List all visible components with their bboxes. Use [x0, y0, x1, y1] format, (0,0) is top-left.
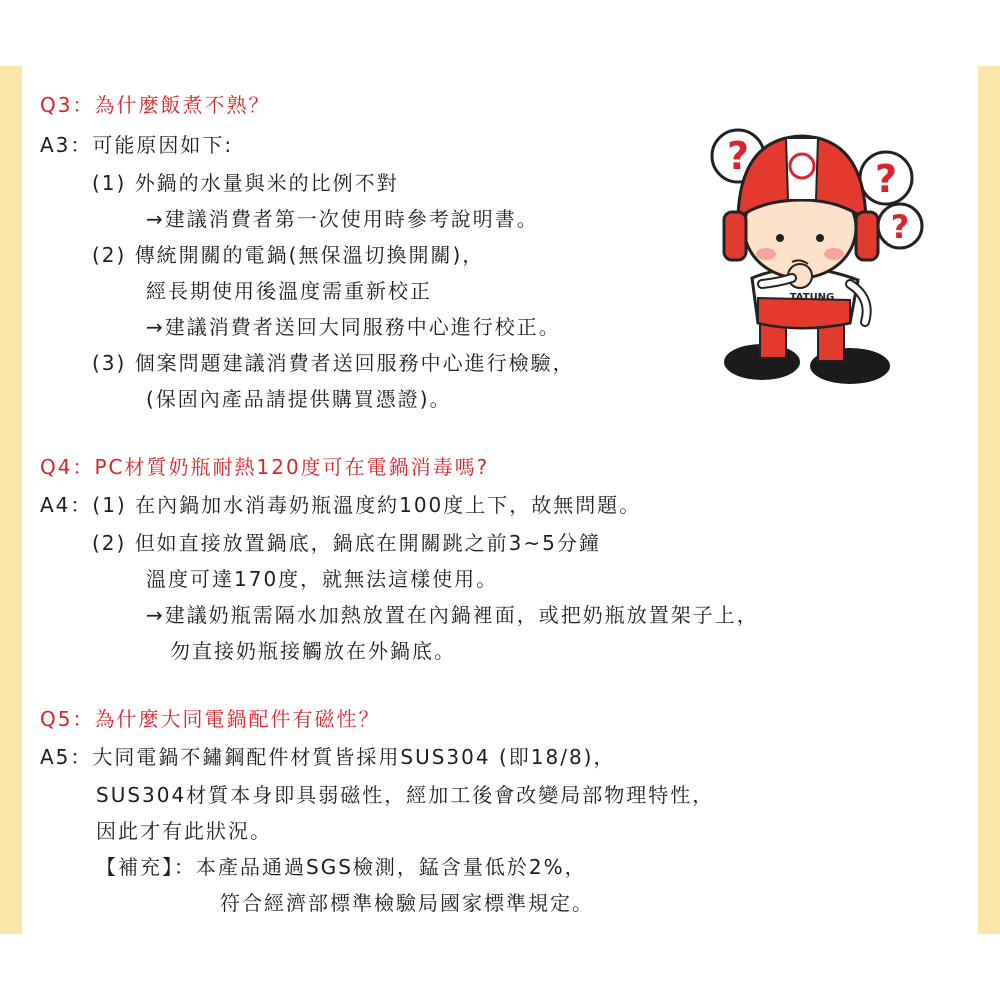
svg-text:?: ?	[890, 208, 910, 246]
answer-a3-line: (1) 外鍋的水量與米的比例不對	[92, 171, 399, 195]
answer-a3-line: →建議消費者送回大同服務中心進行校正。	[146, 315, 561, 339]
answer-a4-line: (2) 但如直接放置鍋底，鍋底在開關跳之前3~5分鐘	[92, 531, 601, 555]
answer-a3-line: (2) 傳統開關的電鍋(無保溫切換開關)，	[92, 243, 485, 267]
left-side-stripe	[0, 66, 22, 934]
answer-a3-intro: A3：可能原因如下:	[40, 133, 234, 157]
svg-text:?: ?	[874, 157, 898, 201]
answer-a3-line: (3) 個案問題建議消費者送回服務中心進行檢驗，	[92, 351, 575, 375]
svg-text:?: ?	[726, 134, 750, 178]
answer-a3-line: 經長期使用後溫度需重新校正	[146, 279, 432, 303]
mascot-illustration	[700, 108, 940, 408]
answer-a5-supplement: 【補充】：本產品通過SGS檢測，錳含量低於2%，	[96, 855, 587, 879]
answer-a5-line: 符合經濟部標準檢驗局國家標準規定。	[220, 891, 594, 915]
question-q4: Q4：PC材質奶瓶耐熱120度可在電鍋消毒嗎?	[40, 455, 490, 479]
question-bubble-icon	[878, 204, 922, 248]
answer-a5-line: SUS304材質本身即具弱磁性，經加工後會改變局部物理特性，	[96, 783, 715, 807]
answer-a3-line: →建議消費者第一次使用時參考說明書。	[146, 207, 539, 231]
answer-a4-line: A4：(1) 在內鍋加水消毒奶瓶溫度約100度上下，故無問題。	[40, 493, 642, 517]
svg-text:TATUNG: TATUNG	[789, 292, 835, 303]
question-bubble-icon	[860, 152, 912, 204]
answer-a4-line: →建議奶瓶需隔水加熱放置在內鍋裡面，或把奶瓶放置架子上，	[146, 603, 759, 627]
right-side-stripe	[978, 66, 1000, 934]
answer-a5-line: A5：大同電鍋不鏽鋼配件材質皆採用SUS304 (即18/8)，	[40, 745, 616, 769]
answer-a4-line: 溫度可達170度，就無法這樣使用。	[146, 567, 499, 591]
question-q5: Q5：為什麼大同電鍋配件有磁性？	[40, 707, 381, 731]
answer-a5-line: 因此才有此狀況。	[96, 819, 272, 843]
answer-a3-line: (保固內產品請提供購買憑證)。	[146, 387, 452, 411]
question-q3: Q3：為什麼飯煮不熟？	[40, 93, 271, 117]
answer-a4-line: 勿直接奶瓶接觸放在外鍋底。	[170, 639, 456, 663]
